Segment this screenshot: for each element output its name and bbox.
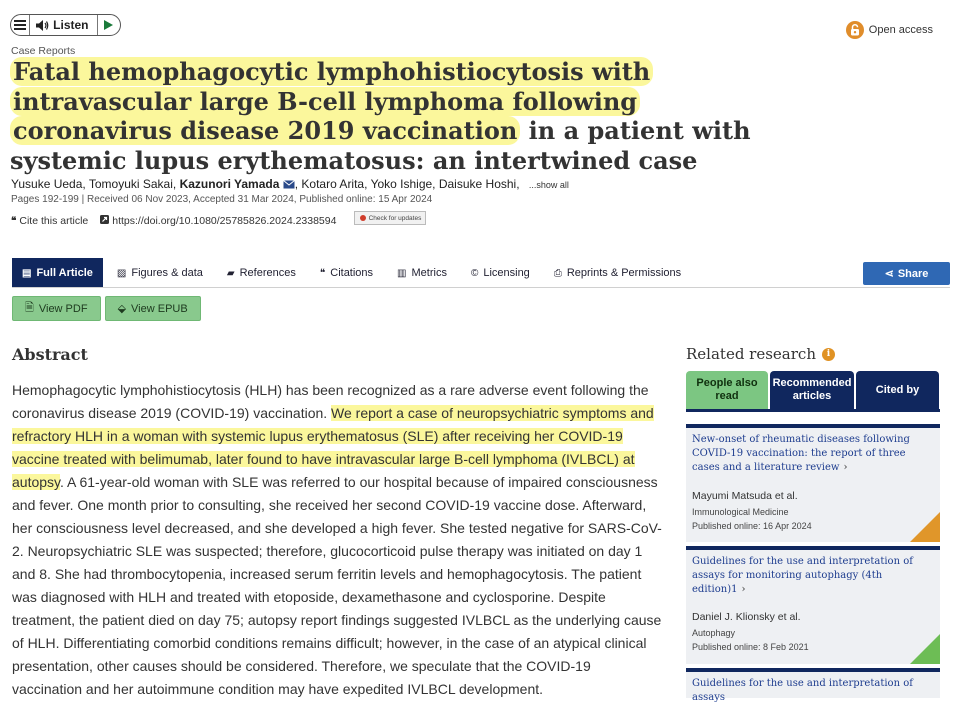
tab-reprints-permissions[interactable] <box>544 258 691 288</box>
info-icon[interactable]: i <box>822 348 835 361</box>
related-tabs <box>686 371 941 409</box>
quote-icon: ❝ <box>319 267 326 279</box>
related-heading-label: Related research <box>686 345 816 363</box>
related-research-heading <box>686 345 835 363</box>
tab-label: Licensing <box>483 267 530 279</box>
related-article-title[interactable] <box>686 428 940 475</box>
corresponding-author-link[interactable]: Kazunori Yamada <box>179 177 280 191</box>
tab-label: Citations <box>330 267 374 279</box>
open-access-label: Open access <box>868 24 933 36</box>
tab-people-also-read[interactable]: People also read <box>686 371 768 409</box>
abstract-heading: Abstract <box>12 345 88 364</box>
related-article-card[interactable] <box>686 668 940 703</box>
crossmark-icon <box>360 215 366 221</box>
abstract-part: Hemophagocytic lymphohistiocytosis (HLH) has been recognized as a rare adverse event following the coronavirus disease 2019 (COVID-19) vaccination. <box>12 382 649 421</box>
related-article-card[interactable] <box>686 424 940 542</box>
tab-cited-by[interactable]: Cited by <box>856 371 939 409</box>
listen-toolbar <box>10 14 121 36</box>
copyright-icon: © <box>470 267 479 279</box>
author-link[interactable]: Kotaro Arita <box>301 177 365 191</box>
abstract-part: . A 61-year-old woman with SLE was referred to our hospital because of impaired consciousness and fever. One month prior to consulting, she received her second COVID-19 vaccine dose. Afterward, her consciousness level decreased, and she developed a high fever. She tested negative for SARS-CoV-2. Neuropsychiatric SLE was suspected; therefore, glucocorticoid pulse therapy was initiated on day 1 and 8. She had thrombocytopenia, increased serum ferritin levels and hemophagocytosis. The patient was diagnosed with HLH and treated with etoposide, dexamethasone and cyclosporine. Despite treatment, the patient died on day 75; autopsy report findings suggested IVLBCL as the underlying cause of HLH. Differentiating comorbid conditions remains difficult; however, in the case of an atypical clinical presentation, other causes should be considered. Therefore, we speculate that the COVID-19 vaccination and her autoimmune condition may have expedited IVLBCL development. <box>12 474 662 697</box>
view-pdf-button[interactable] <box>12 296 101 321</box>
cite-this-article-link[interactable] <box>11 215 88 227</box>
tab-figures-data[interactable] <box>107 258 213 288</box>
author-link[interactable]: Daisuke Hoshi <box>438 177 517 191</box>
related-article-title[interactable]: Guidelines for the use and interpretation of assays <box>692 678 913 703</box>
book-icon: ▰ <box>226 267 235 279</box>
view-pdf-label: View PDF <box>38 302 88 315</box>
article-tabs <box>12 258 695 288</box>
tabs-divider <box>12 287 950 288</box>
author-link[interactable]: Yoko Ishige <box>370 177 433 191</box>
download-buttons <box>12 296 205 321</box>
tab-full-article[interactable] <box>12 258 103 288</box>
quote-icon: ❝ <box>11 215 17 227</box>
share-icon: ⋖ <box>884 268 894 280</box>
cite-label: Cite this article <box>19 215 89 227</box>
article-type: Case Reports <box>11 45 76 57</box>
abstract-highlight: We report a case of neuropsychiatric symptoms and refractory HLH in a woman with systemic lupus erythematosus (SLE) after receiving her COVID-19 vaccine treated with belimumab, later found to have intravascular large B-cell lymphoma (IVLBCL) at autopsy <box>12 405 654 490</box>
related-article-meta <box>692 611 809 654</box>
listen-button[interactable] <box>30 15 97 35</box>
related-tabs-underline <box>686 409 940 412</box>
tab-label: Figures & data <box>131 267 203 279</box>
share-label: Share <box>897 267 929 280</box>
tab-label: Full Article <box>36 267 93 279</box>
tab-label: References <box>239 267 296 279</box>
listen-label: Listen <box>53 18 89 32</box>
chevron-right-icon: › <box>843 462 848 473</box>
document-icon: ▤ <box>22 267 32 279</box>
tab-label: Reprints & Permissions <box>566 267 682 279</box>
show-all-authors-link[interactable]: ...show all <box>528 180 569 190</box>
citation-row <box>11 215 426 227</box>
abstract-text <box>12 379 662 701</box>
related-authors: Daniel J. Klionsky et al. <box>692 611 801 623</box>
image-icon: ▨ <box>116 267 127 279</box>
related-article-title[interactable] <box>686 550 940 597</box>
speaker-icon <box>36 20 49 31</box>
related-date: Published online: 8 Feb 2021 <box>692 642 809 652</box>
doi-url: https://doi.org/10.1080/25785826.2024.2338594 <box>112 215 337 227</box>
check-updates-label: Check for updates <box>368 214 422 222</box>
article-title <box>10 57 800 175</box>
share-button[interactable] <box>863 262 950 285</box>
author-list: Yusuke Ueda, Tomoyuki Sakai, Kazunori Yamada , Kotaro Arita, Yoko Ishige, Daisuke Hoshi, ...show all <box>11 177 569 191</box>
related-date: Published online: 16 Apr 2024 <box>692 521 812 531</box>
print-icon: ⎙ <box>553 267 562 279</box>
related-title-text: New-onset of rheumatic diseases following COVID-19 vaccination: the report of three cases and a literature review <box>692 434 910 473</box>
open-access-indicator <box>846 21 933 39</box>
check-for-updates-button[interactable] <box>354 211 426 225</box>
related-article-meta <box>692 490 812 533</box>
view-epub-label: View EPUB <box>131 302 188 315</box>
bar-chart-icon: ▥ <box>397 267 407 279</box>
related-journal: Immunological Medicine <box>692 507 789 517</box>
play-icon[interactable] <box>98 15 120 35</box>
open-access-corner-icon <box>910 512 940 542</box>
view-epub-button[interactable] <box>105 296 201 321</box>
tab-citations[interactable] <box>310 258 383 288</box>
related-authors: Mayumi Matsuda et al. <box>692 490 798 502</box>
open-lock-icon <box>846 21 864 39</box>
epub-icon: ⬙ <box>117 303 127 315</box>
tab-references[interactable] <box>217 258 306 288</box>
title-highlight: Fatal hemophagocytic lymphohistiocytosis with intravascular large B-cell lymphoma following coronavirus disease 2019 vaccination <box>10 57 653 145</box>
pdf-icon: 🗎 <box>25 302 34 314</box>
free-access-corner-icon <box>910 634 940 664</box>
tab-label: Metrics <box>411 267 447 279</box>
author-link[interactable]: Tomoyuki Sakai <box>88 177 173 191</box>
tab-recommended-articles[interactable]: Recommended articles <box>770 371 854 409</box>
doi-link[interactable] <box>100 215 336 227</box>
title-rest: in a patient with systemic lupus erythematosus: an intertwined case <box>10 116 751 175</box>
tab-metrics[interactable] <box>387 258 457 288</box>
tab-licensing[interactable] <box>461 258 540 288</box>
envelope-icon[interactable] <box>283 177 295 191</box>
link-icon <box>100 215 109 227</box>
related-article-card[interactable] <box>686 546 940 664</box>
menu-icon[interactable] <box>11 15 30 35</box>
related-title-text: Guidelines for the use and interpretation of assays for monitoring autophagy (4th edition)1 <box>692 556 913 595</box>
publication-info: Pages 192-199 | Received 06 Nov 2023, Accepted 31 Mar 2024, Published online: 15 Apr 2024 <box>11 194 433 205</box>
chevron-right-icon: › <box>741 584 746 595</box>
related-journal: Autophagy <box>692 628 736 638</box>
author-link[interactable]: Yusuke Ueda <box>11 177 83 191</box>
